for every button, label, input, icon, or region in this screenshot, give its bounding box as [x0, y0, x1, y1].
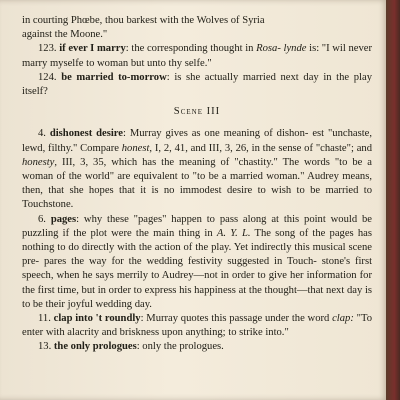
- note-lemma: dishonest desire: [49, 128, 123, 140]
- text-line: against the Moone.": [22, 29, 108, 41]
- note-text: selfe.": [184, 57, 212, 69]
- note-123: [22, 42, 372, 70]
- note-number: 4.: [38, 128, 46, 140]
- note-text: the word: [291, 313, 330, 325]
- note-text: : why these "pages" happen to pass along at this: [76, 213, 300, 225]
- note-number: 123.: [38, 43, 57, 55]
- note-text: immodest desire to wish to be married to Touchstone.: [22, 185, 372, 211]
- note-text: pares the way for the wedding festivity suggested in Touch-: [43, 256, 317, 268]
- note-text: : is she actually married next: [166, 71, 299, 83]
- note-text: : Murray gives as one meaning of dishon-: [123, 128, 309, 140]
- note-4: [22, 127, 372, 212]
- note-text: , III, 3, 35,: [54, 156, 107, 168]
- note-124: [22, 71, 372, 99]
- note-text: day in the play itself?: [22, 71, 372, 98]
- note-lemma: clap into 't roundly: [53, 313, 141, 325]
- note-italic: Rosa-: [256, 43, 281, 55]
- note-text: is: "I wil never marry myselfe to woman but unto thy: [22, 43, 372, 69]
- note-text: the action of the play. Yet indirectly this musical scene pre-: [22, 242, 372, 268]
- scene-heading: Scene III: [173, 106, 221, 118]
- note-text: which has the meaning of "chastity." The words "to be a: [111, 156, 372, 168]
- note-lemma: be married to-morrow: [61, 71, 167, 83]
- note-italic: lynde: [283, 43, 307, 55]
- note-text: III, 3, 26, in the sense of "chaste"; and: [208, 142, 372, 154]
- note-text: express his happiness at the thought—that next day is to be: [22, 284, 373, 310]
- book-edge: [386, 0, 400, 400]
- note-number: 13.: [38, 341, 52, 353]
- note-italic: clap:: [332, 313, 354, 325]
- note-13: [22, 340, 372, 354]
- note-lemma: pages: [50, 213, 77, 225]
- note-number: 124.: [38, 71, 57, 83]
- note-number: 11.: [38, 313, 51, 325]
- note-text: their joyful wedding day.: [45, 298, 152, 310]
- note-text: The song of the pages has nothing to do directly with: [22, 227, 372, 254]
- note-italic: A. Y. L.: [216, 227, 251, 239]
- note-text: est "unchaste, lewd, filthy." Compare: [22, 128, 373, 154]
- note-text: , I, 2, 41, and: [149, 142, 206, 154]
- note-11: [22, 312, 372, 340]
- note-text: : the corresponding thought in: [125, 43, 254, 55]
- note-text: woman of the world" are equivalent to "to be a married: [22, 171, 263, 183]
- note-lemma: the only prologues: [53, 341, 137, 353]
- note-lemma: if ever I marry: [59, 43, 126, 55]
- page-text: [22, 0, 372, 355]
- note-text: "To enter with alacrity and briskness upon: [22, 313, 372, 339]
- text-line: in courting Phœbe, thou barkest with the Wolves of Syria: [22, 15, 265, 26]
- note-text: anything; to strike into.": [185, 327, 289, 339]
- note-6: [22, 213, 372, 312]
- note-italic: honest: [121, 142, 150, 154]
- note-text: : Murray quotes this passage under: [140, 313, 290, 325]
- note-text: : only the prologues.: [136, 341, 224, 353]
- note-text: point would be puzzling if the plot were the main thing in: [22, 213, 372, 239]
- note-italic: honesty: [22, 156, 55, 168]
- note-number: 6.: [38, 213, 46, 225]
- note-text: woman." Audrey means, then, that she hopes that it is no: [22, 171, 372, 197]
- note-text: stone's first speech, when he says merrily to Audrey—not in: [22, 256, 373, 282]
- note-text: order to give her information for the first time, but in order to: [22, 270, 373, 296]
